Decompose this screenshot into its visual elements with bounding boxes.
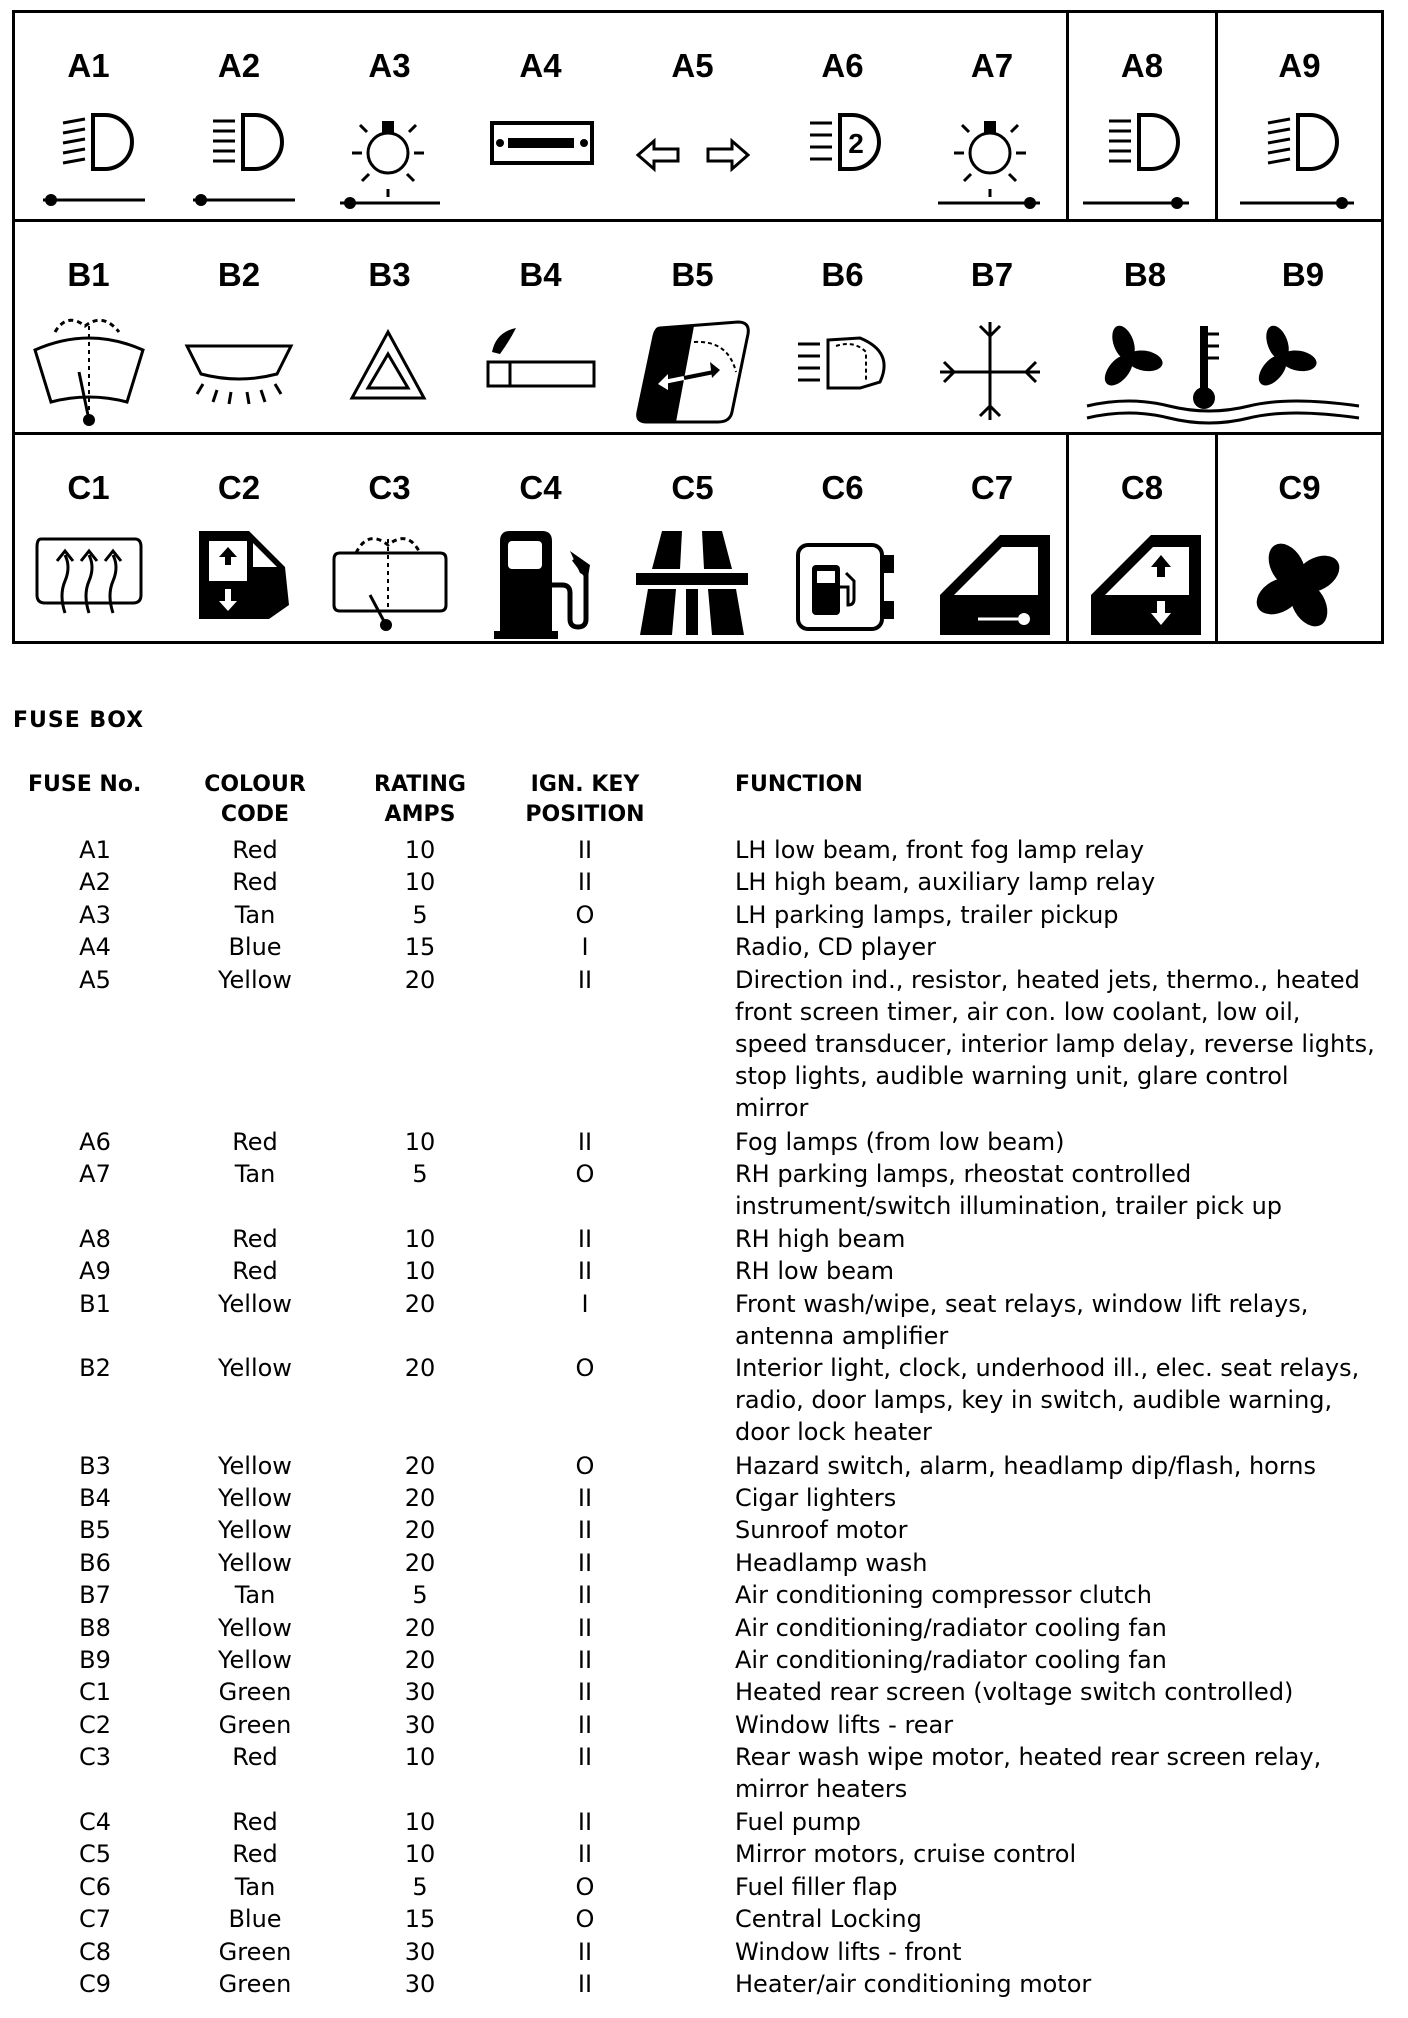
colour-code-cell: Yellow [218,1354,292,1383]
rating-amps-cell: 20 [404,965,436,994]
direction-indicator-icon [618,13,767,219]
function-cell: Window lifts - front [735,1937,962,1966]
colour-code-cell: Red [232,1808,278,1836]
colour-code-cell: Tan [234,900,276,929]
function-cell: LH low beam, front fog lamp relay [735,836,1145,864]
rear-window-lift-icon [165,435,313,641]
colour-code-cell: Yellow [218,1613,292,1642]
symbol-code: B7 [970,256,1014,293]
function-cell: Heated rear screen (voltage switch controlled) [735,1678,1294,1707]
function-cell: Central Locking [735,1905,922,1934]
function-cell: Direction ind., resistor, heated jets, thermo., heated front screen timer, air con. low coolant, low oil, speed transducer, interior lamp delay, reverse lights, stop lights, audible warning unit, glare control mirror [735,965,1375,1122]
colour-code-cell: Blue [228,1905,282,1934]
fuse-number-cell: A6 [79,1127,111,1156]
function-cell: Interior light, clock, underhood ill., elec. seat relays, radio, door lamps, key in switch, audible warning, door lock heater [735,1354,1360,1447]
symbol-cell-c2 [165,435,313,641]
symbol-cell-a2 [165,13,313,219]
colour-code-cell: Red [232,1743,278,1772]
function-cell: Cigar lighters [735,1484,897,1512]
symbol-code: B4 [519,256,562,293]
symbol-code: C8 [1120,469,1164,506]
ign-key-position-cell: II [577,1581,593,1610]
heater-fan-icon [1218,435,1381,641]
symbol-code: C6 [821,469,864,506]
symbol-code-b8: B8 [1123,256,1167,293]
symbol-cell-a8 [1069,13,1215,219]
fuse-number-cell: B9 [79,1646,111,1674]
fuse-number-cell: A9 [79,1257,111,1286]
function-cell: Rear wash wipe motor, heated rear screen relay, mirror heaters [735,1743,1322,1804]
symbol-code: C9 [1278,469,1321,506]
symbol-code: C3 [368,469,411,506]
rating-amps-cell: 10 [404,1743,436,1772]
function-cell: Fuel pump [735,1808,861,1836]
function-cell: Air conditioning compressor clutch [735,1581,1152,1610]
central-locking-icon [918,435,1066,641]
symbol-cell-c8 [1069,435,1215,641]
cooling-fan-icon [1069,222,1381,432]
front-wiper-icon [15,222,162,432]
header-rating-amps: RATING AMPS [374,772,466,827]
symbol-code: B2 [217,256,261,293]
function-cell: RH parking lamps, rheostat controlled instrument/switch illumination, trailer pick up [735,1160,1283,1220]
symbol-cell-a9 [1218,13,1381,219]
header-ign-key-position: IGN. KEY POSITION [525,772,645,827]
fuse-number-cell: B7 [79,1581,111,1610]
rating-amps-cell: 10 [404,1224,436,1253]
fuse-table [0,770,1408,2010]
symbol-code: A9 [1278,47,1321,84]
colour-code-cell: Yellow [218,1451,292,1480]
fog-lamp-icon [770,13,915,219]
colour-code-cell: Blue [228,933,282,962]
symbol-cell-b3 [316,222,463,432]
symbol-cell-a5 [618,13,767,219]
colour-code-cell: Green [218,1678,292,1707]
rating-amps-cell: 20 [404,1289,436,1318]
symbol-cell-b6 [770,222,915,432]
ign-key-position-cell: O [575,1354,595,1383]
fuse-number-cell: A7 [79,1160,111,1188]
ign-key-position-cell: II [577,1970,593,1998]
rating-amps-cell: 10 [404,1808,436,1836]
header-colour-code: COLOUR CODE [204,772,306,827]
rating-amps-cell: 30 [404,1970,436,1998]
fuse-number-cell: B1 [79,1289,111,1318]
colour-code-cell: Yellow [218,1289,292,1318]
ign-key-position-cell: II [577,1127,593,1156]
colour-code-cell: Yellow [218,1516,292,1545]
rating-amps-cell: 20 [404,1548,436,1577]
interior-light-icon [165,222,313,432]
rating-amps-cell: 5 [412,900,428,929]
header-function: FUNCTION [735,772,863,797]
colour-code-cell: Red [232,868,278,897]
symbol-cell-b2 [165,222,313,432]
symbol-cell-c5 [618,435,767,641]
colour-code-cell: Green [218,1970,292,1998]
function-cell: LH parking lamps, trailer pickup [735,900,1119,929]
fuel-filler-flap-icon [770,435,915,641]
symbol-code: B5 [671,256,714,293]
ign-key-position-cell: II [577,1710,593,1739]
function-cell: RH low beam [735,1257,895,1286]
fuse-number-cell: C2 [78,1710,112,1739]
symbol-cell-c9 [1218,435,1381,641]
symbol-cell-c6 [770,435,915,641]
colour-code-cell: Yellow [218,1548,292,1577]
fuse-number-cell: C1 [78,1678,112,1707]
symbol-cell-c3 [316,435,463,641]
fuse-number-cell: B2 [79,1354,111,1383]
colour-code-cell: Red [232,1127,278,1156]
function-cell: Fog lamps (from low beam) [735,1127,1065,1156]
symbol-cell-b4 [466,222,615,432]
parking-lamp-right-icon [918,13,1066,219]
symbol-code: C2 [217,469,261,506]
front-window-lift-icon [1069,435,1215,641]
colour-code-cell: Red [232,1840,278,1869]
symbol-code-b9: B9 [1281,256,1325,293]
rating-amps-cell: 30 [404,1678,436,1707]
rating-amps-cell: 20 [404,1613,436,1642]
fuse-number-cell: B8 [79,1613,111,1642]
fuel-pump-icon [466,435,615,641]
fuse-box-title: FUSE BOX [13,708,145,733]
rating-amps-cell: 10 [404,836,436,864]
fuse-number-cell: A4 [79,933,111,962]
symbol-code: A3 [368,47,411,84]
fuse-number-cell: C7 [78,1905,112,1934]
rating-amps-cell: 5 [412,1872,428,1901]
fuse-number-cell: B3 [79,1451,111,1480]
fuse-number-cell: A8 [79,1224,111,1253]
symbol-cell-b7 [918,222,1066,432]
function-cell: Window lifts - rear [735,1710,954,1739]
colour-code-cell: Yellow [218,965,292,994]
svg-text:2: 2 [848,128,864,159]
ign-key-position-cell: O [575,900,595,929]
fuse-number-cell: C9 [78,1970,112,1998]
fuse-number-cell: A3 [79,900,111,929]
rating-amps-cell: 20 [404,1516,436,1545]
colour-code-cell: Tan [234,1581,276,1610]
ign-key-position-cell: II [577,836,593,864]
rating-amps-cell: 10 [404,868,436,897]
fuse-number-cell: A1 [79,836,111,864]
ign-key-position-cell: II [577,1743,593,1772]
symbol-code: C1 [67,469,110,506]
air-conditioning-icon [918,222,1066,432]
ign-key-position-cell: II [577,1678,593,1707]
colour-code-cell: Green [218,1710,292,1739]
sunroof-icon [618,222,767,432]
rating-amps-cell: 10 [404,1257,436,1286]
symbol-cell-a3 [316,13,463,219]
symbol-cell-a4 [466,13,615,219]
low-beam-right-icon [1218,13,1381,219]
ign-key-position-cell: O [575,1451,595,1480]
rating-amps-cell: 10 [404,1127,436,1156]
fuse-number-cell: C6 [78,1872,112,1901]
ign-key-position-cell: II [577,1484,593,1512]
cigar-lighter-icon [466,222,615,432]
symbol-code: A4 [519,47,562,84]
symbol-cell-a1 [15,13,162,219]
symbol-cell-b1 [15,222,162,432]
symbol-cell-a6 [770,13,915,219]
fuse-number-cell: C8 [78,1937,112,1966]
symbol-code: B3 [368,256,411,293]
function-cell: Headlamp wash [735,1548,928,1577]
symbol-cell-b8-b9 [1069,222,1381,432]
function-cell: Hazard switch, alarm, headlamp dip/flash, horns [735,1451,1317,1480]
fuse-number-cell: C4 [78,1808,112,1836]
ign-key-position-cell: O [575,1872,595,1901]
symbol-code: A8 [1120,47,1164,84]
fuse-symbol-grid [12,10,1384,644]
fuse-number-cell: A2 [79,868,111,897]
rear-wiper-icon [316,435,463,641]
symbol-cell-c7 [918,435,1066,641]
fuse-number-cell: B6 [79,1548,111,1577]
rating-amps-cell: 20 [404,1451,436,1480]
symbol-code: A6 [821,47,864,84]
rating-amps-cell: 20 [404,1646,436,1674]
symbol-code: A1 [67,47,110,84]
function-cell: Fuel filler flap [735,1872,898,1901]
mirror-road-icon [618,435,767,641]
function-cell: Air conditioning/radiator cooling fan [735,1646,1167,1674]
fuse-number-cell: C5 [78,1840,112,1869]
rating-amps-cell: 5 [412,1160,428,1188]
ign-key-position-cell: II [577,1937,593,1966]
rating-amps-cell: 15 [404,933,436,962]
high-beam-headlamp-icon [165,13,313,219]
ign-key-position-cell: II [577,1257,593,1286]
symbol-code: A7 [970,47,1014,84]
symbol-code: B1 [67,256,110,293]
header-fuse-no: FUSE No. [28,772,142,797]
fuse-number-cell: A5 [79,965,111,994]
symbol-code: A5 [671,47,714,84]
ign-key-position-cell: II [577,1613,593,1642]
fuse-number-cell: C3 [78,1743,112,1772]
parking-lamp-left-icon [316,13,463,219]
radio-icon [466,13,615,219]
symbol-cell-c1 [15,435,162,641]
colour-code-cell: Tan [234,1160,276,1188]
function-cell: Sunroof motor [735,1516,908,1545]
colour-code-cell: Red [232,1257,278,1286]
symbol-code: C7 [970,469,1014,506]
function-cell: Front wash/wipe, seat relays, window lift relays, antenna amplifier [735,1289,1309,1350]
symbol-code: C5 [671,469,714,506]
function-cell: LH high beam, auxiliary lamp relay [735,868,1156,897]
heated-rear-screen-icon [15,435,162,641]
symbol-code: B6 [821,256,864,293]
fuse-number-cell: B4 [79,1484,111,1512]
rating-amps-cell: 20 [404,1484,436,1512]
function-cell: Radio, CD player [735,933,937,962]
function-cell: Air conditioning/radiator cooling fan [735,1613,1167,1642]
colour-code-cell: Tan [234,1872,276,1901]
function-cell: Heater/air conditioning motor [735,1970,1092,1998]
ign-key-position-cell: II [577,1646,593,1674]
colour-code-cell: Yellow [218,1646,292,1674]
ign-key-position-cell: II [577,965,593,994]
symbol-code: C4 [519,469,562,506]
hazard-warning-icon [316,222,463,432]
headlamp-wash-icon [770,222,915,432]
symbol-cell-c4 [466,435,615,641]
ign-key-position-cell: O [575,1160,595,1188]
symbol-cell-b5 [618,222,767,432]
ign-key-position-cell: II [577,1548,593,1577]
symbol-code: A2 [217,47,261,84]
colour-code-cell: Red [232,1224,278,1253]
low-beam-headlamp-icon [15,13,162,219]
rating-amps-cell: 5 [412,1581,428,1610]
colour-code-cell: Red [232,836,278,864]
colour-code-cell: Green [218,1937,292,1966]
rating-amps-cell: 10 [404,1840,436,1869]
rating-amps-cell: 20 [404,1354,436,1383]
ign-key-position-cell: I [581,933,589,962]
ign-key-position-cell: II [577,1516,593,1545]
function-cell: RH high beam [735,1224,906,1253]
rating-amps-cell: 15 [404,1905,436,1934]
ign-key-position-cell: I [581,1289,589,1318]
high-beam-right-icon [1069,13,1215,219]
rating-amps-cell: 30 [404,1710,436,1739]
ign-key-position-cell: O [575,1905,595,1934]
ign-key-position-cell: II [577,1224,593,1253]
ign-key-position-cell: II [577,868,593,897]
rating-amps-cell: 30 [404,1937,436,1966]
function-cell: Mirror motors, cruise control [735,1840,1077,1869]
ign-key-position-cell: II [577,1808,593,1836]
fuse-number-cell: B5 [79,1516,111,1545]
symbol-cell-a7 [918,13,1066,219]
colour-code-cell: Yellow [218,1484,292,1512]
ign-key-position-cell: II [577,1840,593,1869]
